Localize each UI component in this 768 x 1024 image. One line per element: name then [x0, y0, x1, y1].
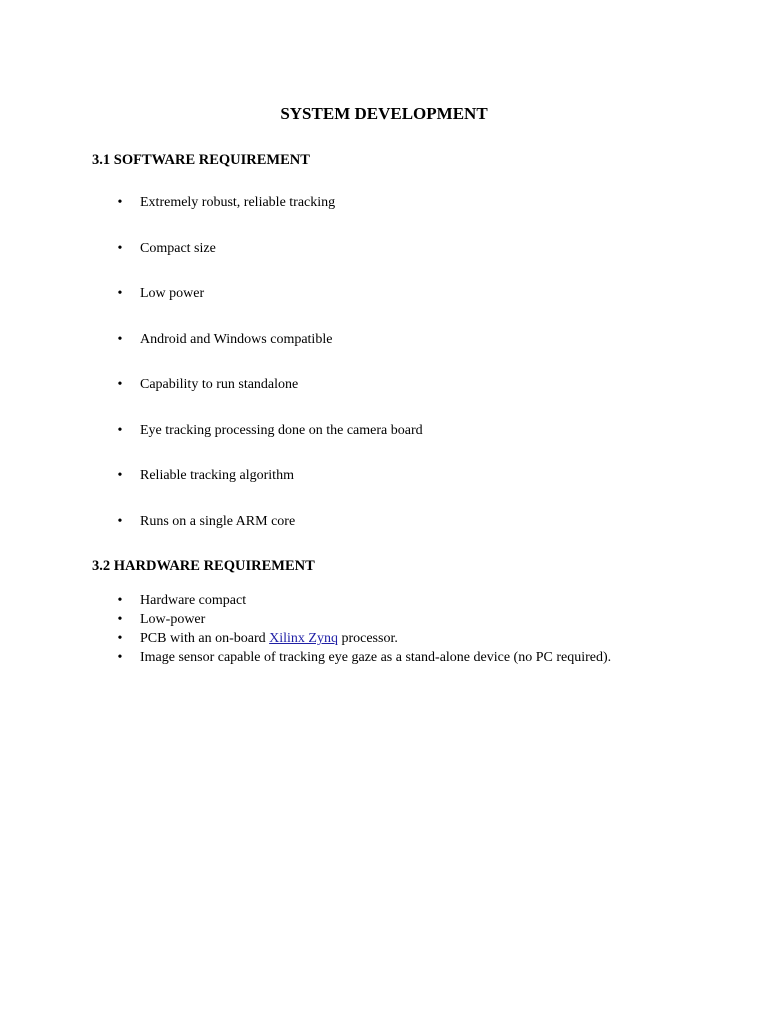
- bullet-icon: •: [117, 593, 123, 608]
- list-item: [0, 422, 768, 468]
- list-item-text: Compact size: [140, 240, 216, 256]
- bullet-icon: •: [117, 650, 123, 665]
- list-item: [0, 331, 768, 377]
- list-item: [0, 630, 768, 649]
- xilinx-zynq-link[interactable]: Xilinx Zynq: [269, 631, 338, 646]
- bullet-icon: •: [117, 240, 123, 256]
- list-item-text: Image sensor capable of tracking eye gaze as a stand-alone device (no PC required).: [140, 650, 612, 665]
- bullet-icon: •: [117, 377, 123, 392]
- list-item-text: Extremely robust, reliable tracking: [140, 195, 336, 210]
- bullet-icon: •: [117, 286, 123, 301]
- list-item: [0, 513, 768, 559]
- hardware-requirement-list: [0, 592, 768, 668]
- list-item-text: Hardware compact: [140, 593, 247, 608]
- bullet-icon: •: [117, 631, 123, 646]
- list-item: [0, 611, 768, 630]
- software-requirement-heading: 3.1 SOFTWARE REQUIREMENT: [92, 152, 310, 168]
- list-item: [0, 592, 768, 611]
- list-item-text: Android and Windows compatible: [140, 331, 333, 347]
- bullet-icon: •: [117, 612, 123, 627]
- software-requirement-list: [0, 194, 768, 558]
- list-item: [0, 376, 768, 422]
- list-item-text: Low-power: [140, 612, 206, 627]
- list-item-text-prefix: PCB with an on-board: [140, 631, 270, 646]
- bullet-icon: •: [117, 422, 123, 438]
- list-item: [0, 649, 768, 668]
- document-title: SYSTEM DEVELOPMENT: [280, 104, 488, 123]
- list-item-text: Low power: [140, 286, 205, 301]
- list-item-text-suffix: processor.: [337, 631, 398, 646]
- bullet-icon: •: [117, 513, 123, 529]
- list-item-text: Runs on a single ARM core: [140, 513, 296, 529]
- list-item: [0, 240, 768, 286]
- list-item-text: Reliable tracking algorithm: [140, 468, 294, 483]
- bullet-icon: •: [117, 195, 123, 210]
- hardware-requirement-heading: 3.2 HARDWARE REQUIREMENT: [92, 558, 315, 574]
- list-item-text: Eye tracking processing done on the camera board: [140, 422, 423, 438]
- list-item: [0, 194, 768, 240]
- list-item: [0, 467, 768, 513]
- list-item: [0, 285, 768, 331]
- list-item-text: Capability to run standalone: [140, 377, 299, 392]
- bullet-icon: •: [117, 468, 123, 483]
- bullet-icon: •: [117, 331, 123, 347]
